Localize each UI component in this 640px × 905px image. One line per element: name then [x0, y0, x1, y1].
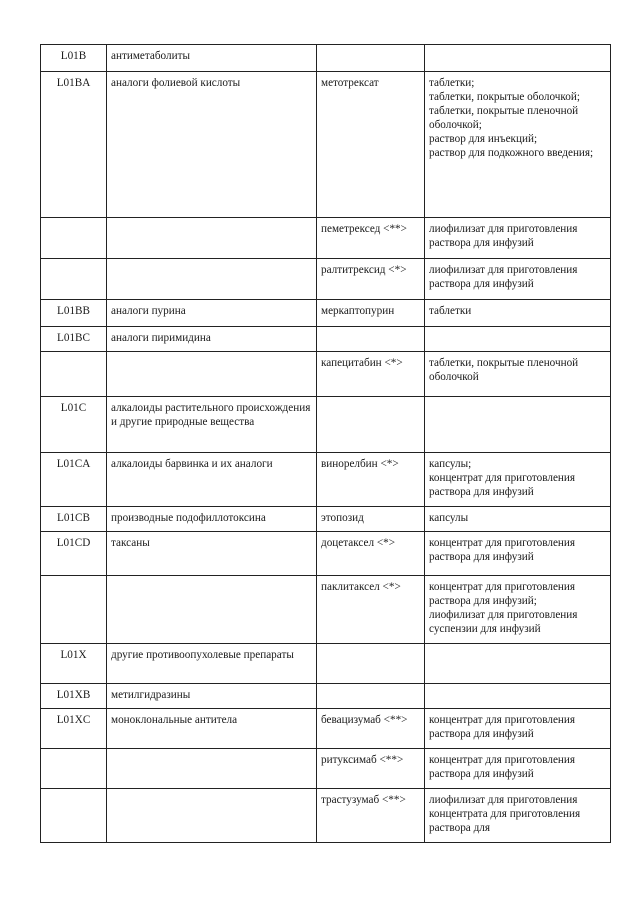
dosage-form: лиофилизат для приготовления раствора для инфузий — [425, 218, 611, 259]
group-name: антиметаболиты — [107, 45, 317, 72]
drug-name: ритуксимаб <**> — [317, 749, 425, 789]
dosage-form — [425, 644, 611, 684]
dosage-form: таблетки — [425, 300, 611, 327]
drug-name: меркаптопурин — [317, 300, 425, 327]
atc-code: L01CD — [41, 532, 107, 576]
group-name: аналоги пиримидина — [107, 327, 317, 352]
group-name — [107, 789, 317, 843]
group-name: метилгидразины — [107, 684, 317, 709]
table-row — [41, 300, 611, 327]
atc-code — [41, 749, 107, 789]
drug-classification-table — [40, 44, 611, 843]
table-row — [41, 789, 611, 843]
drug-name: ралтитрексид <*> — [317, 259, 425, 300]
group-name — [107, 218, 317, 259]
drug-name: этопозид — [317, 507, 425, 532]
atc-code — [41, 789, 107, 843]
dosage-form: таблетки; таблетки, покрытые оболочкой; таблетки, покрытые пленочной оболочкой; раствор для инъекций; раствор для подкожного введения; — [425, 72, 611, 218]
atc-code — [41, 218, 107, 259]
atc-code: L01BB — [41, 300, 107, 327]
group-name — [107, 576, 317, 644]
dosage-form: капсулы; концентрат для приготовления раствора для инфузий — [425, 453, 611, 507]
drug-name: капецитабин <*> — [317, 352, 425, 397]
drug-name: винорелбин <*> — [317, 453, 425, 507]
dosage-form: лиофилизат для приготовления концентрата для приготовления раствора для — [425, 789, 611, 843]
dosage-form: капсулы — [425, 507, 611, 532]
atc-code — [41, 259, 107, 300]
group-name: аналоги фолиевой кислоты — [107, 72, 317, 218]
table-row — [41, 72, 611, 218]
group-name: моноклональные антитела — [107, 709, 317, 749]
group-name — [107, 259, 317, 300]
dosage-form — [425, 327, 611, 352]
table-row — [41, 532, 611, 576]
table-row — [41, 644, 611, 684]
table-row — [41, 453, 611, 507]
drug-name: пеметрексед <**> — [317, 218, 425, 259]
dosage-form: концентрат для приготовления раствора для инфузий — [425, 709, 611, 749]
table-row — [41, 397, 611, 453]
group-name — [107, 352, 317, 397]
table-row — [41, 709, 611, 749]
table-row — [41, 45, 611, 72]
drug-name: бевацизумаб <**> — [317, 709, 425, 749]
dosage-form — [425, 45, 611, 72]
group-name: алкалоиды барвинка и их аналоги — [107, 453, 317, 507]
atc-code: L01B — [41, 45, 107, 72]
table-row — [41, 684, 611, 709]
table-row — [41, 749, 611, 789]
atc-code: L01CB — [41, 507, 107, 532]
drug-name — [317, 684, 425, 709]
dosage-form — [425, 397, 611, 453]
group-name: аналоги пурина — [107, 300, 317, 327]
group-name: производные подофиллотоксина — [107, 507, 317, 532]
table-row — [41, 259, 611, 300]
drug-name — [317, 397, 425, 453]
group-name — [107, 749, 317, 789]
dosage-form: лиофилизат для приготовления раствора для инфузий — [425, 259, 611, 300]
atc-code — [41, 576, 107, 644]
dosage-form: концентрат для приготовления раствора для инфузий — [425, 749, 611, 789]
drug-name — [317, 45, 425, 72]
table-row — [41, 352, 611, 397]
table-row — [41, 327, 611, 352]
atc-code: L01CA — [41, 453, 107, 507]
drug-name — [317, 327, 425, 352]
atc-code: L01X — [41, 644, 107, 684]
table-row — [41, 576, 611, 644]
table-row — [41, 218, 611, 259]
dosage-form: концентрат для приготовления раствора для инфузий; лиофилизат для приготовления суспензии для инфузий — [425, 576, 611, 644]
atc-code: L01XC — [41, 709, 107, 749]
group-name: алкалоиды растительного происхождения и другие природные вещества — [107, 397, 317, 453]
drug-name: доцетаксел <*> — [317, 532, 425, 576]
group-name: таксаны — [107, 532, 317, 576]
atc-code: L01BC — [41, 327, 107, 352]
dosage-form: концентрат для приготовления раствора для инфузий — [425, 532, 611, 576]
group-name: другие противоопухолевые препараты — [107, 644, 317, 684]
atc-code: L01BA — [41, 72, 107, 218]
drug-name: трастузумаб <**> — [317, 789, 425, 843]
atc-code: L01C — [41, 397, 107, 453]
drug-name: метотрексат — [317, 72, 425, 218]
atc-code: L01XB — [41, 684, 107, 709]
atc-code — [41, 352, 107, 397]
dosage-form — [425, 684, 611, 709]
dosage-form: таблетки, покрытые пленочной оболочкой — [425, 352, 611, 397]
table-row — [41, 507, 611, 532]
drug-name: паклитаксел <*> — [317, 576, 425, 644]
drug-name — [317, 644, 425, 684]
